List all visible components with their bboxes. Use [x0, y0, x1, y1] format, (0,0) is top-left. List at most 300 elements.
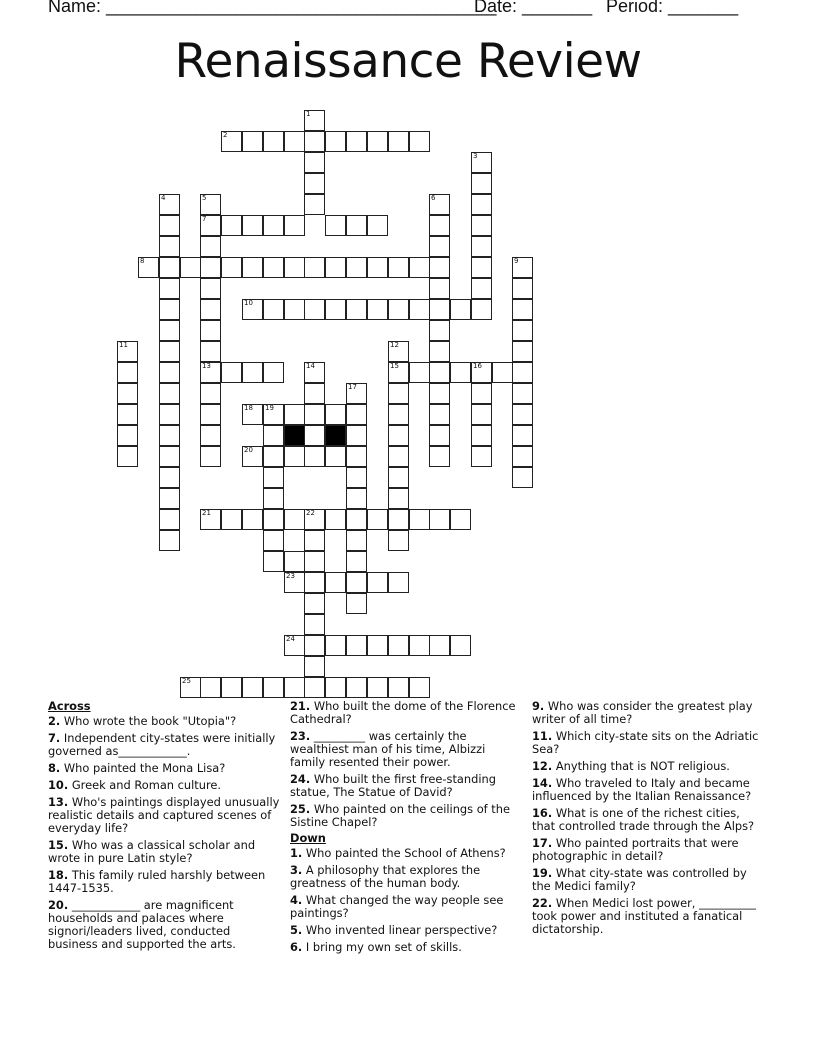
grid-cell[interactable]	[429, 509, 450, 530]
clue-item-number: 13.	[48, 795, 69, 809]
grid-cell[interactable]	[429, 635, 450, 656]
grid-cell[interactable]	[304, 299, 325, 320]
grid-cell[interactable]	[242, 446, 263, 467]
grid-cell[interactable]	[200, 383, 221, 404]
grid-cell[interactable]	[159, 467, 180, 488]
grid-cell[interactable]	[284, 677, 305, 698]
grid-cell[interactable]	[221, 131, 242, 152]
grid-cell[interactable]	[159, 320, 180, 341]
clue-number: 17	[348, 383, 357, 391]
grid-cell[interactable]	[429, 299, 450, 320]
grid-cell[interactable]	[304, 572, 325, 593]
clue-item-number: 15.	[48, 838, 69, 852]
clue-item	[290, 803, 522, 829]
grid-cell[interactable]	[367, 677, 388, 698]
grid-cell[interactable]	[492, 362, 513, 383]
clue-number: 11	[119, 341, 128, 349]
grid-cell[interactable]	[471, 446, 492, 467]
clue-number: 12	[390, 341, 399, 349]
grid-cell[interactable]	[346, 299, 367, 320]
grid-cell[interactable]	[450, 635, 471, 656]
clue-item-number: 7.	[48, 731, 61, 745]
grid-cell[interactable]	[263, 530, 284, 551]
clue-item	[532, 807, 764, 833]
clue-item-text: What city-state was controlled by the Medici family?	[532, 866, 747, 893]
grid-cell[interactable]	[367, 635, 388, 656]
clue-number: 15	[390, 362, 399, 370]
clue-item-text: Who invented linear perspective?	[305, 923, 498, 937]
clue-item-number: 25.	[290, 802, 311, 816]
grid-cell[interactable]	[409, 509, 430, 530]
clue-item	[48, 839, 280, 865]
clue-item-number: 5.	[290, 923, 303, 937]
clue-number: 6	[431, 194, 436, 202]
grid-cell[interactable]	[450, 509, 471, 530]
grid-cell[interactable]	[159, 278, 180, 299]
grid-cell[interactable]	[346, 488, 367, 509]
grid-cell[interactable]	[388, 635, 409, 656]
grid-cell[interactable]	[159, 362, 180, 383]
clue-number: 25	[182, 677, 191, 685]
grid-cell[interactable]	[200, 320, 221, 341]
grid-cell[interactable]	[388, 530, 409, 551]
grid-cell[interactable]	[159, 257, 180, 278]
clue-number: 22	[306, 509, 315, 517]
clue-number: 20	[244, 446, 253, 454]
clue-item-number: 19.	[532, 866, 553, 880]
clue-item	[532, 867, 764, 893]
grid-cell[interactable]	[304, 131, 325, 152]
across-clue-list-continued	[290, 700, 522, 829]
grid-cell[interactable]	[346, 404, 367, 425]
clue-item	[290, 924, 522, 937]
grid-cell[interactable]	[263, 446, 284, 467]
grid-cell[interactable]	[221, 509, 242, 530]
grid-cell[interactable]	[471, 173, 492, 194]
grid-cell[interactable]	[512, 446, 533, 467]
grid-cell[interactable]	[512, 257, 533, 278]
grid-cell[interactable]	[388, 488, 409, 509]
grid-cell[interactable]	[512, 404, 533, 425]
grid-cell[interactable]	[388, 446, 409, 467]
grid-cell[interactable]	[429, 446, 450, 467]
grid-cell[interactable]	[263, 362, 284, 383]
grid-cell[interactable]	[200, 278, 221, 299]
down-clue-list-continued	[532, 700, 764, 936]
grid-cell[interactable]	[180, 677, 201, 698]
grid-cell[interactable]	[512, 467, 533, 488]
grid-cell[interactable]	[159, 446, 180, 467]
grid-cell[interactable]	[304, 614, 325, 635]
grid-cell[interactable]	[512, 278, 533, 299]
grid-cell[interactable]	[242, 404, 263, 425]
grid-cell[interactable]	[221, 215, 242, 236]
grid-cell[interactable]	[325, 509, 346, 530]
clue-item	[532, 777, 764, 803]
grid-cell[interactable]	[429, 236, 450, 257]
grid-cell[interactable]	[159, 299, 180, 320]
clue-item	[532, 897, 764, 936]
grid-cell[interactable]	[471, 278, 492, 299]
down-heading: Down	[290, 831, 326, 845]
grid-cell[interactable]	[346, 446, 367, 467]
grid-cell[interactable]	[263, 467, 284, 488]
grid-cell[interactable]	[304, 446, 325, 467]
grid-cell[interactable]	[263, 488, 284, 509]
grid-cell[interactable]	[388, 425, 409, 446]
grid-cell[interactable]	[346, 677, 367, 698]
grid-cell[interactable]	[304, 404, 325, 425]
grid-cell[interactable]	[284, 404, 305, 425]
grid-cell[interactable]	[471, 383, 492, 404]
grid-cell[interactable]	[409, 131, 430, 152]
clue-item-number: 17.	[532, 836, 553, 850]
grid-cell[interactable]	[346, 383, 367, 404]
grid-cell[interactable]	[304, 173, 325, 194]
grid-cell[interactable]	[325, 635, 346, 656]
grid-cell[interactable]	[512, 362, 533, 383]
clue-item-text: I bring my own set of skills.	[305, 940, 462, 954]
grid-cell[interactable]	[512, 425, 533, 446]
grid-cell[interactable]	[346, 425, 367, 446]
grid-cell[interactable]	[409, 299, 430, 320]
clue-item-text: This family ruled harshly between 1447-1535.	[48, 868, 266, 895]
grid-cell[interactable]	[284, 131, 305, 152]
name-field-label[interactable]: Name: _______________________________________	[48, 0, 497, 16]
grid-cell[interactable]	[471, 362, 492, 383]
clue-item	[48, 715, 280, 728]
across-clue-list	[48, 715, 280, 951]
grid-cell[interactable]	[263, 299, 284, 320]
grid-cell[interactable]	[304, 194, 325, 215]
grid-cell[interactable]	[450, 299, 471, 320]
grid-cell[interactable]	[180, 257, 201, 278]
grid-cell[interactable]	[429, 320, 450, 341]
grid-cell[interactable]	[346, 215, 367, 236]
clue-number: 3	[473, 152, 478, 160]
grid-cell[interactable]	[159, 341, 180, 362]
grid-cell[interactable]	[429, 404, 450, 425]
grid-cell[interactable]	[325, 572, 346, 593]
grid-cell[interactable]	[159, 530, 180, 551]
clue-item-text: _________ was certainly the wealthiest man of his time, Albizzi family resented their power.	[290, 729, 486, 769]
clue-number: 4	[161, 194, 166, 202]
clue-item-text: Who was a classical scholar and wrote in pure Latin style?	[48, 838, 256, 865]
grid-cell[interactable]	[263, 215, 284, 236]
grid-cell[interactable]	[304, 593, 325, 614]
clue-item	[290, 864, 522, 890]
grid-cell[interactable]	[388, 467, 409, 488]
grid-cell[interactable]	[284, 572, 305, 593]
clue-item	[290, 700, 522, 726]
grid-cell[interactable]	[429, 341, 450, 362]
grid-cell[interactable]	[429, 257, 450, 278]
grid-cell[interactable]	[388, 341, 409, 362]
grid-cell[interactable]	[388, 362, 409, 383]
grid-cell[interactable]	[471, 194, 492, 215]
grid-cell[interactable]	[471, 299, 492, 320]
grid-cell[interactable]	[263, 677, 284, 698]
clue-item-text: A philosophy that explores the greatness of the human body.	[290, 863, 481, 890]
grid-cell[interactable]	[284, 446, 305, 467]
clue-item-text: Who traveled to Italy and became influenced by the Italian Renaissance?	[532, 776, 752, 803]
grid-cell[interactable]	[284, 257, 305, 278]
grid-cell[interactable]	[388, 572, 409, 593]
grid-cell[interactable]	[200, 509, 221, 530]
clue-number: 5	[202, 194, 207, 202]
clue-item-text: Who's paintings displayed unusually realistic details and captured scenes of everyday life?	[48, 795, 280, 835]
grid-cell[interactable]	[304, 656, 325, 677]
grid-cell[interactable]	[263, 509, 284, 530]
period-field-label[interactable]: Period: _______	[606, 0, 739, 16]
grid-cell[interactable]	[200, 362, 221, 383]
grid-cell[interactable]	[117, 383, 138, 404]
clue-item-number: 20.	[48, 898, 69, 912]
grid-cell[interactable]	[471, 404, 492, 425]
grid-cell[interactable]	[221, 362, 242, 383]
grid-cell[interactable]	[388, 677, 409, 698]
clue-item-text: Anything that is NOT religious.	[555, 759, 730, 773]
clue-number: 18	[244, 404, 253, 412]
grid-cell[interactable]	[263, 404, 284, 425]
clue-item-number: 14.	[532, 776, 553, 790]
grid-cell[interactable]	[409, 257, 430, 278]
across-heading: Across	[48, 699, 91, 713]
clue-item-text: Who painted the Mona Lisa?	[63, 761, 226, 775]
grid-cell[interactable]	[284, 635, 305, 656]
grid-cell[interactable]	[388, 383, 409, 404]
grid-cell[interactable]	[159, 404, 180, 425]
grid-cell[interactable]	[221, 677, 242, 698]
grid-cell[interactable]	[346, 509, 367, 530]
grid-cell[interactable]	[221, 257, 242, 278]
date-field-label[interactable]: Date: _______	[474, 0, 593, 16]
grid-cell[interactable]	[325, 131, 346, 152]
grid-cell[interactable]	[429, 194, 450, 215]
grid-cell[interactable]	[409, 635, 430, 656]
grid-cell[interactable]	[346, 467, 367, 488]
clue-number: 2	[223, 131, 228, 139]
grid-cell[interactable]	[471, 152, 492, 173]
clue-number: 16	[473, 362, 482, 370]
grid-cell[interactable]	[304, 110, 325, 131]
clue-item	[532, 700, 764, 726]
grid-cell[interactable]	[429, 425, 450, 446]
clue-number: 13	[202, 362, 211, 370]
grid-cell[interactable]	[409, 362, 430, 383]
grid-cell[interactable]	[200, 446, 221, 467]
grid-cell[interactable]	[117, 404, 138, 425]
grid-cell[interactable]	[367, 257, 388, 278]
grid-cell[interactable]	[429, 383, 450, 404]
grid-cell[interactable]	[242, 299, 263, 320]
grid-cell[interactable]	[367, 509, 388, 530]
clue-number: 19	[265, 404, 274, 412]
grid-cell[interactable]	[304, 362, 325, 383]
grid-cell[interactable]	[284, 551, 305, 572]
grid-cell[interactable]	[304, 551, 325, 572]
clue-item-number: 23.	[290, 729, 311, 743]
grid-cell[interactable]	[159, 215, 180, 236]
grid-cell[interactable]	[117, 446, 138, 467]
grid-cell[interactable]	[284, 509, 305, 530]
grid-cell[interactable]	[325, 299, 346, 320]
grid-cell[interactable]	[471, 425, 492, 446]
grid-cell[interactable]	[346, 572, 367, 593]
grid-cell[interactable]	[117, 362, 138, 383]
grid-cell[interactable]	[429, 215, 450, 236]
clue-item-number: 2.	[48, 714, 61, 728]
grid-cell[interactable]	[367, 215, 388, 236]
grid-cell[interactable]	[304, 509, 325, 530]
grid-cell[interactable]	[346, 593, 367, 614]
grid-cell[interactable]	[159, 383, 180, 404]
grid-cell[interactable]	[512, 341, 533, 362]
grid-cell[interactable]	[450, 362, 471, 383]
grid-cell[interactable]	[200, 215, 221, 236]
clue-item-number: 22.	[532, 896, 553, 910]
grid-cell[interactable]	[242, 677, 263, 698]
grid-cell[interactable]	[263, 425, 284, 446]
grid-cell[interactable]	[471, 257, 492, 278]
grid-cell[interactable]	[159, 509, 180, 530]
clue-item-number: 9.	[532, 699, 545, 713]
clue-item	[48, 779, 280, 792]
grid-cell[interactable]	[367, 299, 388, 320]
grid-cell[interactable]	[200, 236, 221, 257]
grid-cell[interactable]	[388, 299, 409, 320]
clue-item	[290, 773, 522, 799]
grid-cell[interactable]	[346, 635, 367, 656]
clue-number: 21	[202, 509, 211, 517]
clue-item-number: 1.	[290, 846, 303, 860]
page-title: Renaissance Review	[174, 34, 642, 89]
grid-cell[interactable]	[429, 362, 450, 383]
grid-cell[interactable]	[409, 677, 430, 698]
grid-cell[interactable]	[304, 530, 325, 551]
grid-cell[interactable]	[304, 383, 325, 404]
grid-cell[interactable]	[200, 404, 221, 425]
clue-item	[48, 869, 280, 895]
clue-item-text: What changed the way people see paintings?	[290, 893, 504, 920]
grid-cell[interactable]	[284, 215, 305, 236]
clue-item	[48, 796, 280, 835]
grid-cell[interactable]	[304, 257, 325, 278]
grid-cell[interactable]	[512, 383, 533, 404]
grid-cell[interactable]	[159, 488, 180, 509]
clue-number: 9	[514, 257, 519, 265]
grid-cell[interactable]	[388, 509, 409, 530]
clue-item	[290, 730, 522, 769]
grid-cell[interactable]	[263, 551, 284, 572]
grid-cell[interactable]	[304, 152, 325, 173]
clue-item-number: 10.	[48, 778, 69, 792]
clue-item	[48, 899, 280, 951]
clue-number: 14	[306, 362, 315, 370]
grid-cell[interactable]	[200, 677, 221, 698]
grid-cell[interactable]	[325, 446, 346, 467]
grid-cell[interactable]	[263, 257, 284, 278]
clue-item-text: ____________ are magnificent households and palaces where signori/leaders lived, conducted business and supported the arts.	[48, 898, 236, 951]
grid-cell[interactable]	[367, 131, 388, 152]
grid-cell[interactable]	[242, 215, 263, 236]
grid-cell[interactable]	[512, 320, 533, 341]
grid-cell[interactable]	[242, 131, 263, 152]
grid-cell[interactable]	[159, 425, 180, 446]
grid-cell[interactable]	[429, 278, 450, 299]
clue-item-text: When Medici lost power, __________ took power and instituted a fanatical dictatorship.	[532, 896, 756, 936]
clue-item-text: Which city-state sits on the Adriatic Sea?	[532, 729, 759, 756]
clue-item	[532, 760, 764, 773]
clue-item-number: 11.	[532, 729, 553, 743]
grid-cell[interactable]	[159, 194, 180, 215]
grid-cell[interactable]	[117, 425, 138, 446]
grid-cell[interactable]	[346, 530, 367, 551]
clue-item-text: Who painted portraits that were photographic in detail?	[532, 836, 739, 863]
grid-cell[interactable]	[200, 341, 221, 362]
grid-cell[interactable]	[325, 677, 346, 698]
clue-item-text: Who wrote the book "Utopia"?	[63, 714, 237, 728]
grid-cell[interactable]	[200, 194, 221, 215]
grid-cell[interactable]	[284, 299, 305, 320]
grid-cell[interactable]	[346, 551, 367, 572]
grid-cell[interactable]	[200, 425, 221, 446]
grid-cell[interactable]	[304, 635, 325, 656]
clue-number: 7	[202, 215, 207, 223]
clue-item-number: 6.	[290, 940, 303, 954]
grid-cell[interactable]	[304, 425, 325, 446]
grid-cell[interactable]	[325, 404, 346, 425]
grid-cell[interactable]	[388, 404, 409, 425]
grid-cell[interactable]	[200, 257, 221, 278]
grid-cell[interactable]	[304, 677, 325, 698]
grid-cell[interactable]	[471, 236, 492, 257]
clue-item	[48, 762, 280, 775]
black-cell	[284, 425, 305, 446]
clue-number: 8	[140, 257, 145, 265]
grid-cell[interactable]	[471, 215, 492, 236]
grid-cell[interactable]	[242, 362, 263, 383]
grid-cell[interactable]	[346, 257, 367, 278]
grid-cell[interactable]	[512, 299, 533, 320]
grid-cell[interactable]	[325, 215, 346, 236]
clue-item-number: 4.	[290, 893, 303, 907]
grid-cell[interactable]	[388, 131, 409, 152]
grid-cell[interactable]	[388, 257, 409, 278]
clue-item-number: 8.	[48, 761, 61, 775]
grid-cell[interactable]	[325, 257, 346, 278]
grid-cell[interactable]	[346, 131, 367, 152]
clue-item-text: Independent city-states were initially governed as____________.	[48, 731, 276, 758]
clue-number: 23	[286, 572, 295, 580]
grid-cell[interactable]	[367, 572, 388, 593]
clues-column-1	[48, 700, 280, 955]
clues-column-2	[290, 700, 522, 958]
grid-cell[interactable]	[263, 131, 284, 152]
clue-item	[532, 837, 764, 863]
grid-cell[interactable]	[200, 299, 221, 320]
grid-cell[interactable]	[138, 257, 159, 278]
grid-cell[interactable]	[117, 341, 138, 362]
grid-cell[interactable]	[242, 509, 263, 530]
clue-item-number: 12.	[532, 759, 553, 773]
clue-item-number: 24.	[290, 772, 311, 786]
clue-item-text: Who built the dome of the Florence Cathedral?	[290, 699, 516, 726]
clue-number: 1	[306, 110, 311, 118]
grid-cell[interactable]	[159, 236, 180, 257]
grid-cell[interactable]	[242, 257, 263, 278]
down-clue-list	[290, 847, 522, 954]
